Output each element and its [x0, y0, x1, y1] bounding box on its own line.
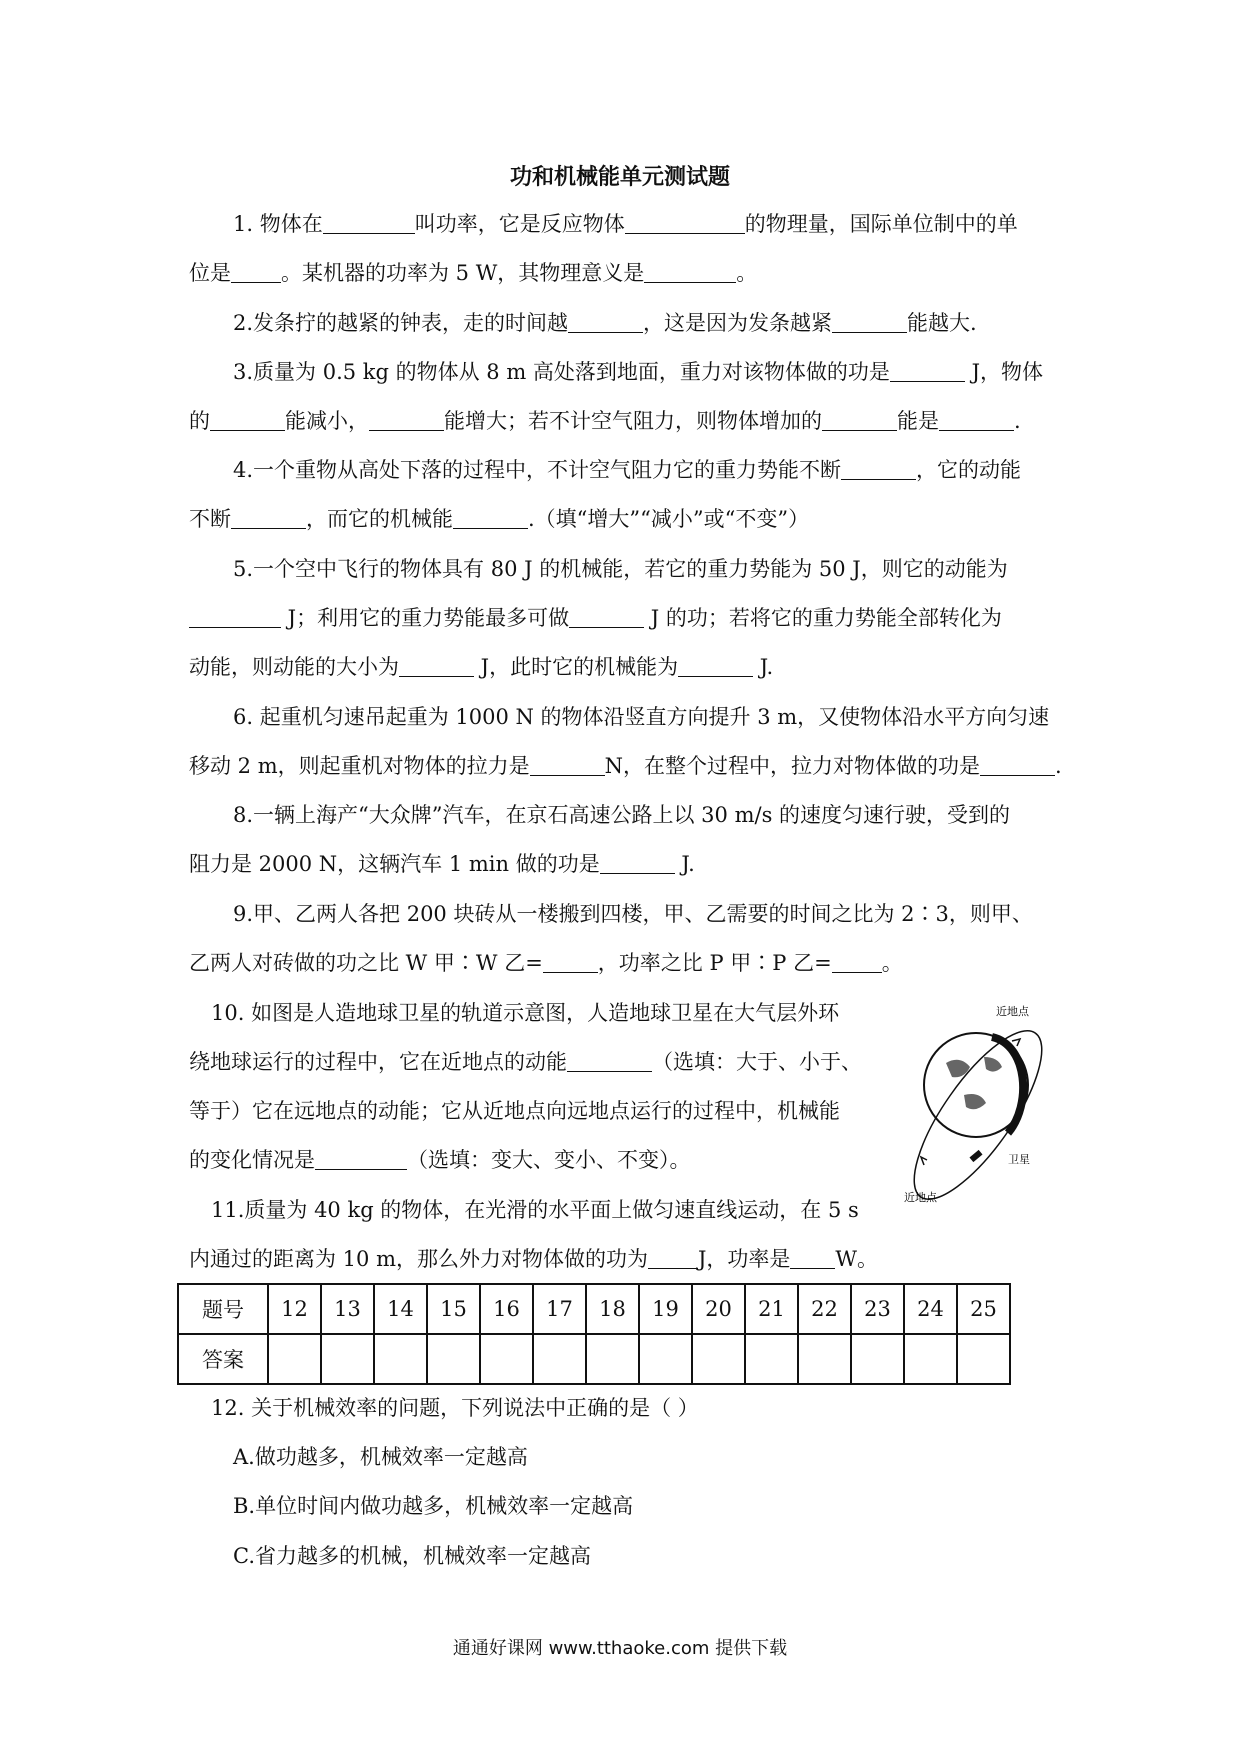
cell-number: 17 [533, 1284, 586, 1334]
blank [530, 753, 605, 776]
q8-line1 [233, 800, 1010, 830]
cell-number: 15 [427, 1284, 480, 1334]
q11-line1 [211, 1195, 859, 1225]
blank [399, 654, 474, 677]
blank [832, 310, 907, 333]
q11-line2 [189, 1244, 878, 1274]
blank [644, 260, 736, 283]
blank [189, 605, 281, 628]
text: W。 [835, 1247, 878, 1271]
q12-stem: 12. 关于机械效率的问题，下列说法中正确的是（ ） [211, 1396, 699, 1420]
label-satellite: 卫星 [1008, 1153, 1030, 1166]
q5-line1 [233, 554, 1008, 584]
blank [822, 408, 897, 431]
satellite-orbit-figure [900, 1005, 1060, 1205]
table-row-answers [178, 1334, 1010, 1384]
text: 8.一辆上海产“大众牌”汽车，在京石高速公路上以 30 m/s 的速度匀速行驶，受到的 [233, 803, 1011, 827]
q10-line1 [211, 998, 839, 1028]
text: 等于）它在远地点的动能；它从近地点向远地点运行的过程中，机械能 [189, 1099, 840, 1123]
text: J 的功；若将它的重力势能全部转化为 [644, 606, 1002, 630]
cell-number: 14 [374, 1284, 427, 1334]
q3-line1 [233, 357, 1043, 387]
cell-number: 18 [586, 1284, 639, 1334]
text: . [1014, 409, 1021, 433]
blank [231, 506, 306, 529]
cell-number: 25 [957, 1284, 1010, 1334]
row-head-answer: 答案 [178, 1334, 268, 1384]
text: 。 [736, 261, 758, 285]
satellite-icon [969, 1150, 982, 1162]
cell-number: 24 [904, 1284, 957, 1334]
table-row-numbers [178, 1284, 1010, 1334]
answer-cell [586, 1334, 639, 1384]
q4-line1 [233, 455, 1021, 485]
answer-cell [851, 1334, 904, 1384]
cell-number: 13 [321, 1284, 374, 1334]
answer-cell [268, 1334, 321, 1384]
q12-option-b: B.单位时间内做功越多，机械效率一定越高 [233, 1494, 634, 1518]
blank [832, 950, 882, 973]
blank [890, 359, 965, 382]
answer-cell [321, 1334, 374, 1384]
blank [980, 753, 1055, 776]
answer-cell [798, 1334, 851, 1384]
q2-line [233, 308, 977, 338]
text: J，功率是 [697, 1247, 791, 1271]
text: 。某机器的功率为 5 W，其物理意义是 [281, 261, 645, 285]
page-title: 功和机械能单元测试题 [509, 165, 730, 190]
text: 2.发条拧的越紧的钟表，走的时间越 [233, 311, 569, 335]
answer-cell [639, 1334, 692, 1384]
cell-number: 23 [851, 1284, 904, 1334]
text: . [1055, 754, 1062, 778]
blank [369, 408, 444, 431]
q8-line2 [189, 849, 695, 879]
blank [939, 408, 1014, 431]
text: 动能，则动能的大小为 [189, 655, 399, 679]
answer-cell [374, 1334, 427, 1384]
text: J. [753, 655, 774, 679]
text: 9.甲、乙两人各把 200 块砖从一楼搬到四楼，甲、乙需要的时间之比为 2∶3，则甲、 [233, 902, 1033, 926]
answer-cell [692, 1334, 745, 1384]
q10-line4 [189, 1145, 691, 1175]
text: 能增大；若不计空气阻力，则物体增加的 [444, 409, 822, 433]
text: 的物理量，国际单位制中的单 [744, 212, 1018, 236]
text: 绕地球运行的过程中，它在近地点的动能 [189, 1050, 567, 1074]
q12-option-c: C.省力越多的机械，机械效率一定越高 [233, 1544, 591, 1568]
text: 的 [189, 409, 210, 433]
text: 11.质量为 40 kg 的物体，在光滑的水平面上做匀速直线运动，在 5 s [211, 1198, 859, 1222]
text: （选填：大于、小于、 [652, 1050, 862, 1074]
text: 。 [881, 951, 903, 975]
q6-line1 [233, 702, 1049, 732]
answer-cell [957, 1334, 1010, 1384]
text: 10. 如图是人造地球卫星的轨道示意图，人造地球卫星在大气层外环 [211, 1001, 840, 1025]
q3-line2 [189, 406, 1021, 436]
text: 乙两人对砖做的功之比 W 甲∶W 乙= [189, 951, 543, 975]
blank [315, 1147, 407, 1170]
q9-line1 [233, 899, 1033, 929]
blank [231, 260, 281, 283]
text: .（填“增大”“减小”或“不变”） [528, 507, 810, 531]
answer-cell [480, 1334, 533, 1384]
row-head-number: 题号 [178, 1284, 268, 1334]
text: 的变化情况是 [189, 1148, 315, 1172]
text: 叫功率，它是反应物体 [414, 212, 625, 236]
text: ，功率之比 P 甲∶P 乙= [597, 951, 832, 975]
text: 4.一个重物从高处下落的过程中，不计空气阻力它的重力势能不断 [233, 458, 842, 482]
text: 能越大. [907, 311, 977, 335]
orbit-arrow-left [921, 1157, 927, 1165]
text: 6. 起重机匀速吊起重为 1000 N 的物体沿竖直方向提升 3 m，又使物体沿水平方向匀速 [233, 705, 1050, 729]
cell-number: 20 [692, 1284, 745, 1334]
text: 不断 [189, 507, 231, 531]
answer-cell [904, 1334, 957, 1384]
text: 能是 [897, 409, 939, 433]
blank [210, 408, 285, 431]
cell-number: 19 [639, 1284, 692, 1334]
q1-line1 [233, 209, 1018, 239]
footer: 通通好课网 www.tthaoke.com 提供下载 [452, 1638, 788, 1659]
text: J；利用它的重力势能最多可做 [281, 606, 570, 630]
answer-cell [533, 1334, 586, 1384]
blank [543, 950, 598, 973]
q4-line2 [189, 504, 809, 534]
text: J，此时它的机械能为 [474, 655, 679, 679]
blank [323, 211, 415, 234]
cell-number: 12 [268, 1284, 321, 1334]
q10-line3 [189, 1096, 840, 1126]
blank [648, 1246, 698, 1269]
orbit-arrow-top [1012, 1039, 1020, 1046]
blank [678, 654, 753, 677]
text: 3.质量为 0.5 kg 的物体从 8 m 高处落到地面，重力对该物体做的功是 [233, 360, 890, 384]
text: ，它的动能 [916, 458, 1022, 482]
answer-table [177, 1283, 1011, 1385]
text: ，而它的机械能 [306, 507, 453, 531]
text: （选填：变大、变小、不变）。 [407, 1148, 691, 1172]
q5-line2 [189, 603, 1002, 633]
text: 阻力是 2000 N，这辆汽车 1 min 做的功是 [189, 852, 600, 876]
text: 内通过的距离为 10 m，那么外力对物体做的功为 [189, 1247, 648, 1271]
blank [600, 851, 675, 874]
cell-number: 21 [745, 1284, 798, 1334]
blank [568, 310, 643, 333]
answer-cell [427, 1334, 480, 1384]
text: 1. 物体在 [233, 212, 323, 236]
cell-number: 16 [480, 1284, 533, 1334]
text: J，物体 [964, 360, 1044, 384]
text: 能减小， [285, 409, 369, 433]
text: ，这是因为发条越紧 [643, 311, 833, 335]
blank [569, 605, 644, 628]
cell-number: 22 [798, 1284, 851, 1334]
text: N，在整个过程中，拉力对物体做的功是 [604, 754, 980, 778]
answer-cell [745, 1334, 798, 1384]
q6-line2 [189, 751, 1062, 781]
text: 5.一个空中飞行的物体具有 80 J 的机械能，若它的重力势能为 50 J，则它的动能为 [233, 557, 1008, 581]
blank [841, 457, 916, 480]
q5-line3 [189, 652, 773, 682]
q10-line2 [189, 1047, 862, 1077]
label-top: 近地点 [996, 1005, 1029, 1018]
label-bottom: 近地点 [904, 1191, 937, 1204]
blank [567, 1049, 652, 1072]
blank [453, 506, 528, 529]
q1-line2 [189, 258, 757, 288]
text: J. [674, 852, 695, 876]
blank [625, 211, 745, 234]
q12-option-a: A.做功越多，机械效率一定越高 [233, 1445, 528, 1469]
text: 位是 [189, 261, 231, 285]
text: 移动 2 m，则起重机对物体的拉力是 [189, 754, 530, 778]
blank [790, 1246, 835, 1269]
q9-line2 [189, 948, 903, 978]
